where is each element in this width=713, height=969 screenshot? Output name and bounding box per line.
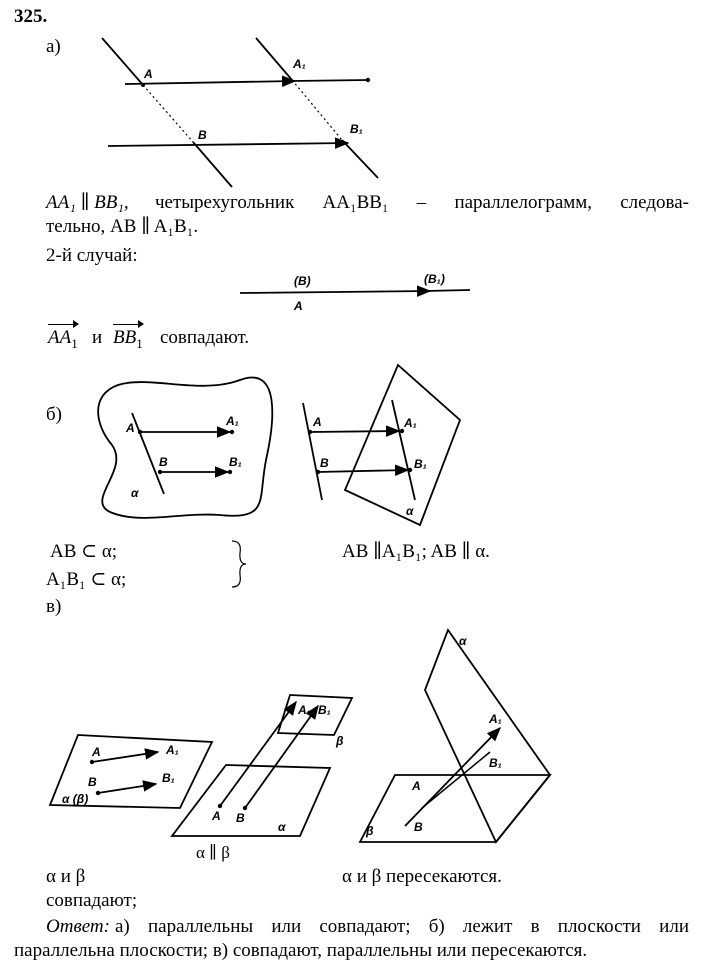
part-b-label: б) bbox=[46, 404, 62, 425]
part-a-label: а) bbox=[46, 36, 61, 57]
label-cr-B1: B₁ bbox=[489, 756, 502, 770]
label-br-A1: A₁ bbox=[404, 416, 417, 430]
label-a-A1: A₁ bbox=[293, 57, 306, 71]
coincide-text: совпадают. bbox=[160, 327, 250, 348]
part-c-left2: совпадают; bbox=[46, 890, 138, 911]
label-cm-beta: β bbox=[336, 734, 344, 748]
label-cm-A: A bbox=[212, 809, 221, 823]
figure-b-right bbox=[303, 365, 460, 525]
label-cl-A: A bbox=[92, 745, 101, 759]
par-label: α ∥ β bbox=[196, 843, 230, 862]
label-bl-A1: A₁ bbox=[226, 414, 239, 428]
label-case2-B: (B) bbox=[294, 274, 311, 288]
label-case2-A: A bbox=[294, 299, 303, 313]
answer-label: Ответ: bbox=[46, 916, 110, 937]
label-br-alpha: α bbox=[406, 504, 414, 518]
label-a-B: B bbox=[198, 128, 207, 142]
label-bl-alpha: α bbox=[131, 486, 139, 500]
answer-line1: а) параллельны или совпадают; б) лежит в плоскости или bbox=[115, 916, 689, 937]
label-cr-B: B bbox=[414, 820, 423, 834]
part-b-line1: AB ⊂ α; bbox=[50, 541, 118, 562]
vector-aa1: $AA_1$ bbox=[48, 327, 78, 355]
label-cm-alpha: α bbox=[278, 820, 286, 834]
label-cl-B: B bbox=[88, 775, 97, 789]
label-case2-B1: (B₁) bbox=[424, 272, 445, 286]
case2-label: 2-й случай: bbox=[46, 245, 138, 266]
part-c-label: в) bbox=[46, 596, 62, 617]
label-cl-alphabeta: α (β) bbox=[62, 792, 89, 806]
label-bl-B: B bbox=[159, 455, 168, 469]
label-br-B1: B₁ bbox=[414, 457, 427, 471]
label-br-B: B bbox=[320, 456, 329, 470]
figure-case2 bbox=[240, 290, 470, 293]
label-a-B1: B₁ bbox=[350, 122, 363, 136]
label-cr-alpha: α bbox=[459, 634, 467, 648]
answer-line2: параллельна плоскости; в) совпадают, параллельны или пересекаются. bbox=[14, 940, 588, 961]
label-cr-A1: A₁ bbox=[489, 712, 502, 726]
part-a-text-line2: тельно, AB ∥ A₁B₁. bbox=[46, 216, 199, 237]
label-cl-B1: B₁ bbox=[162, 771, 175, 785]
label-cm-B1: B₁ bbox=[318, 703, 331, 717]
part-a-math: AA₁ ∥ BB₁, bbox=[46, 192, 129, 213]
label-a-A: A bbox=[144, 67, 153, 81]
label-cm-A1: A₁ bbox=[298, 703, 311, 717]
label-cm-B: B bbox=[236, 811, 245, 825]
problem-number: 325. bbox=[14, 6, 48, 27]
figure-a bbox=[102, 38, 378, 187]
label-cl-A1: A₁ bbox=[166, 743, 179, 757]
brace bbox=[232, 541, 246, 587]
part-b-line2: A₁B₁ ⊂ α; bbox=[46, 569, 127, 590]
label-cr-beta: β bbox=[366, 824, 374, 838]
part-c-right: α и β пересекаются. bbox=[342, 866, 502, 887]
label-cr-A: A bbox=[412, 779, 421, 793]
part-b-result: AB ∥A₁B₁; AB ∥ α. bbox=[342, 541, 490, 562]
part-c-left1: α и β bbox=[46, 866, 86, 887]
vector-bb1: $BB_1$ bbox=[113, 327, 143, 355]
figure-c-right bbox=[360, 630, 550, 842]
figure-b-left bbox=[98, 377, 272, 517]
coincide-and: и bbox=[92, 327, 103, 348]
label-bl-A: A bbox=[126, 421, 135, 435]
label-br-A: A bbox=[313, 415, 322, 429]
label-bl-B1: B₁ bbox=[229, 455, 242, 469]
part-a-text-line1: четырехугольник AA₁BB₁ – параллелограмм, следова- bbox=[155, 192, 689, 213]
